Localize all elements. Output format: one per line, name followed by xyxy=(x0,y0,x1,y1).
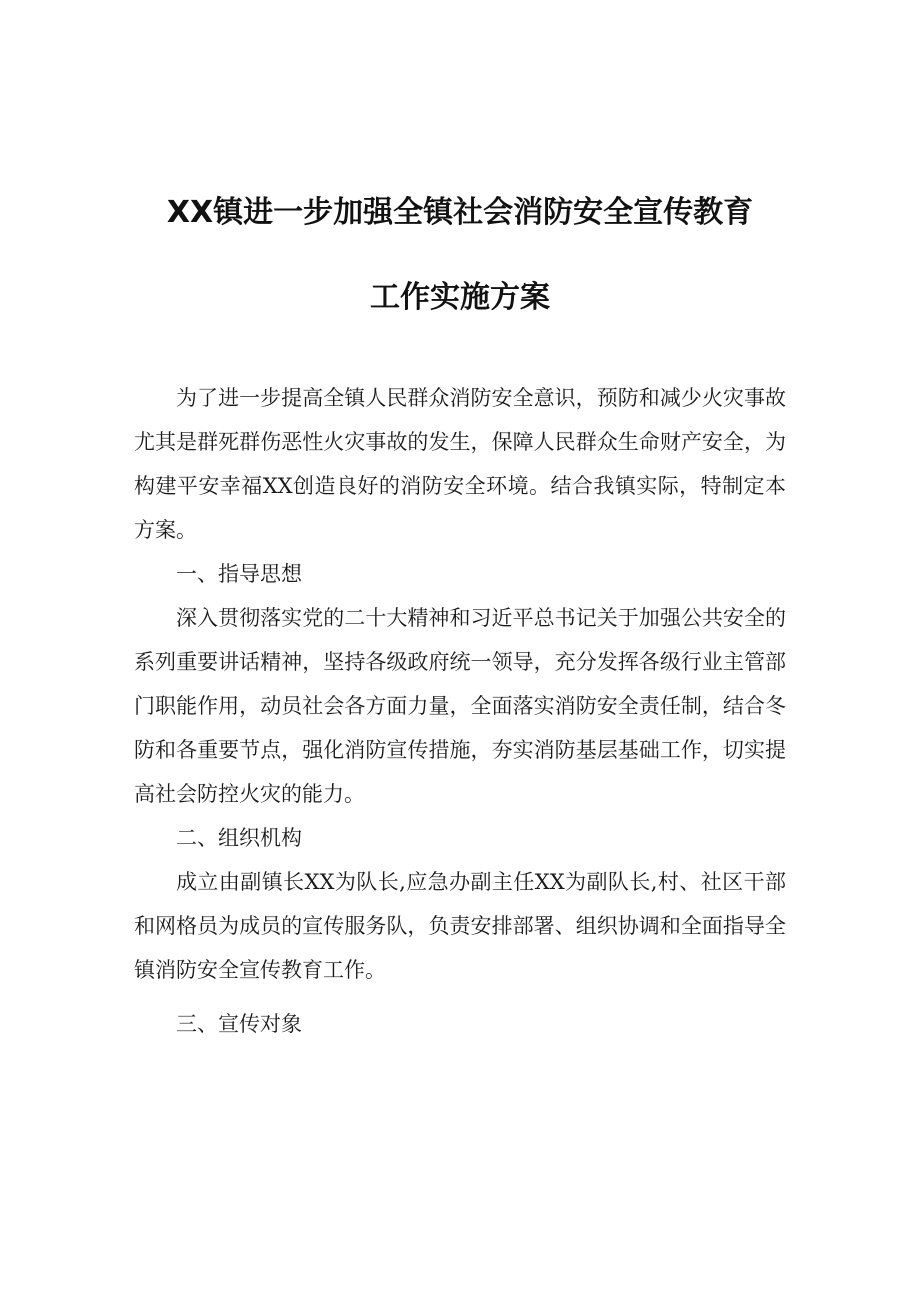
intro-paragraph: 为了进一步提高全镇人民群众消防安全意识，预防和减少火灾事故尤其是群死群伤恶性火灾事故的发生，保障人民群众生命财产安全，为构建平安幸福XX创造良好的消防安全环境。结合我镇实际，特制定本方案。 xyxy=(134,386,786,542)
document-title-line-2: 工作实施方案 xyxy=(370,280,550,315)
document-title-line-1: XX镇进一步加强全镇社会消防安全宣传教育 xyxy=(166,195,754,230)
section-heading-audience: 三、宣传对象 xyxy=(176,1012,302,1036)
section-heading-guiding-ideology: 一、指导思想 xyxy=(176,562,302,586)
document-body xyxy=(134,376,786,1046)
section-heading-organization: 二、组织机构 xyxy=(176,826,302,850)
section-body-organization: 成立由副镇长XX为队长,应急办副主任XX为副队长,村、社区干部和网格员为成员的宣传服务队，负责安排部署、组织协调和全面指导全镇消防安全宣传教育工作。 xyxy=(134,870,786,982)
section-body-guiding-ideology: 深入贯彻落实党的二十大精神和习近平总书记关于加强公共安全的系列重要讲话精神，坚持各级政府统一领导，充分发挥各级行业主管部门职能作用，动员社会各方面力量，全面落实消防安全责任制，结合冬防和各重要节点，强化消防宣传措施，夯实消防基层基础工作，切实提高社会防控火灾的能力。 xyxy=(134,606,786,806)
